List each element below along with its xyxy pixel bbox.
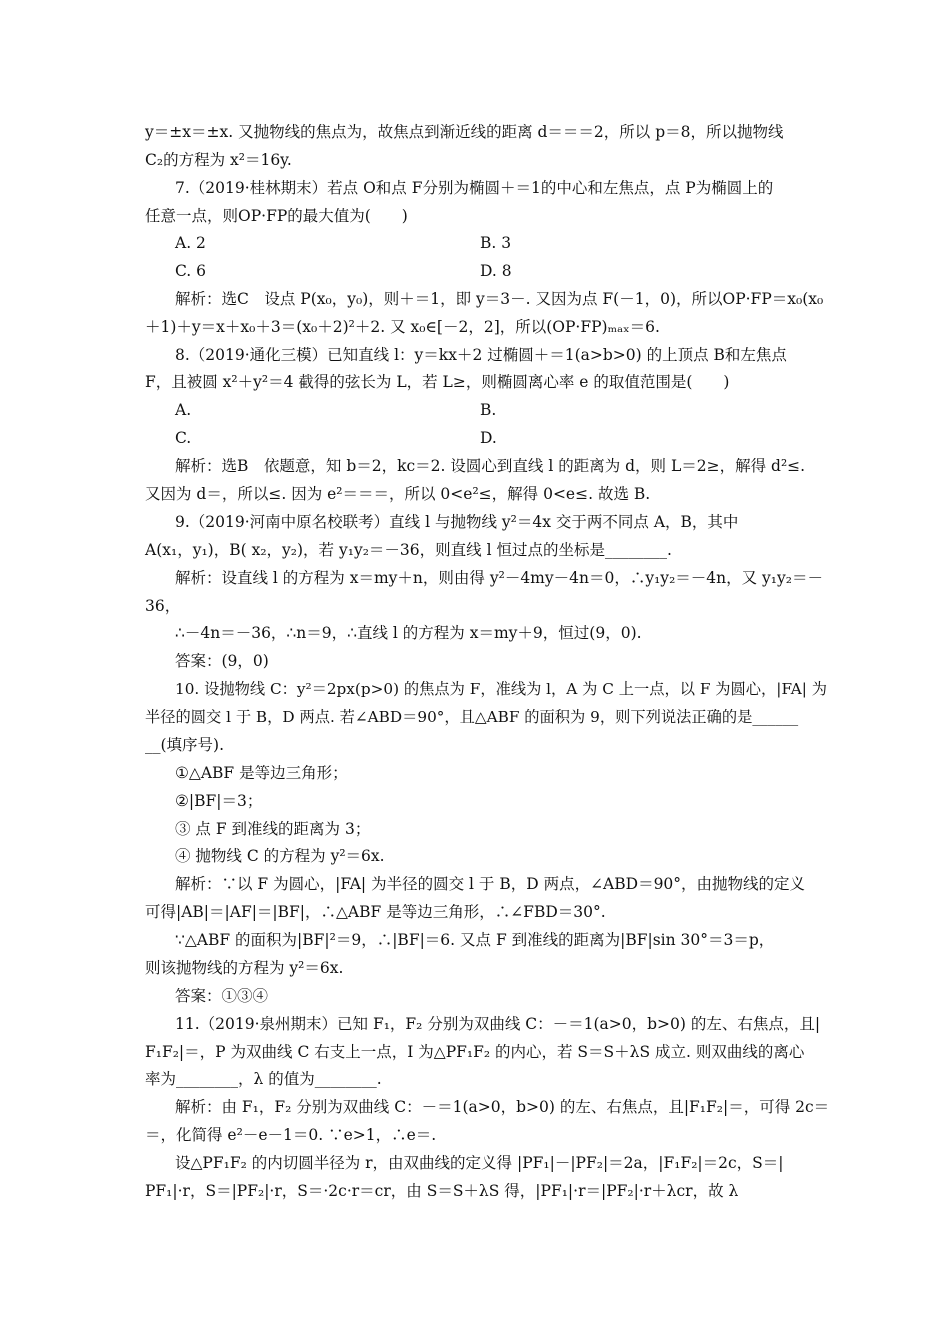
text-line: ＝，化简得 e²－e－1＝0. ∵e>1，∴e＝. [145, 1126, 437, 1144]
answer-line: 答案：①③④ [175, 987, 269, 1005]
option-c: C. [175, 429, 192, 447]
answer-line: 答案：(9，0) [175, 652, 269, 670]
statement-4: ④ 抛物线 C 的方程为 y²＝6x. [175, 847, 385, 865]
question-10-stem: 10. 设抛物线 C：y²＝2px(p>0) 的焦点为 F，准线为 l，A 为 C 上一点，以 F 为圆心，|FA| 为 [175, 680, 827, 698]
solution-line: 解析：设直线 l 的方程为 x＝my＋n，则由得 y²－4my－4n＝0，∴y₁y₂＝－4n，又 y₁y₂＝－ [175, 569, 823, 587]
option-a: A. 2 [175, 234, 206, 252]
solution-line: 解析：选B 依题意，知 b＝2，kc＝2. 设圆心到直线 l 的距离为 d，则 L＝2≥，解得 d²≤. [175, 457, 806, 475]
option-d: D. 8 [480, 262, 512, 280]
text-line: PF₁|·r，S＝|PF₂|·r，S＝·2c·r＝cr，由 S＝S＋λS 得，|PF₁|·r＝|PF₂|·r＋λcr，故 λ [145, 1182, 739, 1200]
option-d: D. [480, 429, 497, 447]
text-line: F₁F₂|＝，P 为双曲线 C 右支上一点，I 为△PF₁F₂ 的内心，若 S＝S＋λS 成立. 则双曲线的离心 [145, 1043, 805, 1061]
text-line: ＋1)＋y＝x＋x₀＋3＝(x₀＋2)²＋2. 又 x₀∈[－2，2]，所以(OP·FP)ₘₐₓ＝6. [145, 318, 660, 336]
text-line: 则该抛物线的方程为 y²＝6x. [145, 959, 344, 977]
text-line: C₂的方程为 x²＝16y. [145, 151, 292, 169]
option-a: A. [175, 401, 192, 419]
option-b: B. 3 [480, 234, 512, 252]
option-c: C. 6 [175, 262, 207, 280]
question-11-stem: 11.（2019·泉州期末）已知 F₁，F₂ 分别为双曲线 C：－＝1(a>0，b>0) 的左、右焦点，且| [175, 1015, 821, 1033]
text-line: F，且被圆 x²＋y²＝4 截得的弦长为 L，若 L≥，则椭圆离心率 e 的取值范围是( ) [145, 373, 730, 391]
question-9-stem: 9.（2019·河南中原名校联考）直线 l 与抛物线 y²＝4x 交于两不同点 A，B，其中 [175, 513, 739, 531]
solution-line: ∵△ABF 的面积为|BF|²＝9，∴|BF|＝6. 又点 F 到准线的距离为|BF|sin 30°＝3＝p， [175, 931, 775, 949]
text-line: 又因为 d＝，所以≤. 因为 e²＝＝＝，所以 0<e²≤，解得 0<e≤. 故选 B. [145, 485, 651, 503]
solution-line: ∴－4n＝－36，∴n＝9，∴直线 l 的方程为 x＝my＋9，恒过(9，0). [175, 624, 642, 642]
statement-1: ①△ABF 是等边三角形； [175, 764, 348, 782]
solution-line: 解析：由 F₁，F₂ 分别为双曲线 C：－＝1(a>0，b>0) 的左、右焦点，且|F₁F₂|＝，可得 2c＝ [175, 1098, 830, 1116]
text-line: A(x₁，y₁)，B( x₂，y₂)，若 y₁y₂＝－36，则直线 l 恒过点的坐标是________. [145, 541, 672, 559]
question-7-stem: 7.（2019·桂林期末）若点 O和点 F分别为椭圆＋＝1的中心和左焦点，点 P为椭圆上的 [175, 179, 774, 197]
solution-line: 解析：∵以 F 为圆心，|FA| 为半径的圆交 l 于 B，D 两点，∠ABD＝90°，由抛物线的定义 [175, 875, 806, 893]
text-line: 任意一点，则OP·FP的最大值为( ) [145, 207, 408, 225]
text-line: 率为________，λ 的值为________. [145, 1070, 382, 1088]
text-line: 可得|AB|＝|AF|＝|BF|，∴△ABF 是等边三角形，∴∠FBD＝30°. [145, 903, 606, 921]
text-line: 半径的圆交 l 于 B，D 两点. 若∠ABD＝90°，且△ABF 的面积为 9，则下列说法正确的是______ [145, 708, 799, 726]
text-line: 36， [145, 597, 181, 615]
statement-2: ②|BF|＝3； [175, 792, 263, 810]
option-b: B. [480, 401, 497, 419]
text-line: y＝±x＝±x. 又抛物线的焦点为，故焦点到渐近线的距离 d＝＝＝2，所以 p＝8，所以抛物线 [145, 123, 784, 141]
statement-3: ③ 点 F 到准线的距离为 3； [175, 820, 371, 838]
solution-line: 设△PF₁F₂ 的内切圆半径为 r，由双曲线的定义得 |PF₁|－|PF₂|＝2a，|F₁F₂|＝2c，S＝| [175, 1154, 784, 1172]
text-line: __(填序号). [145, 736, 225, 754]
solution-line: 解析：选C 设点 P(x₀，y₀)，则＋＝1，即 y＝3－. 又因为点 F(－1，0)，所以OP·FP＝x₀(x₀ [175, 290, 824, 308]
question-8-stem: 8.（2019·通化三模）已知直线 l：y＝kx＋2 过椭圆＋＝1(a>b>0) 的上顶点 B和左焦点 [175, 346, 787, 364]
